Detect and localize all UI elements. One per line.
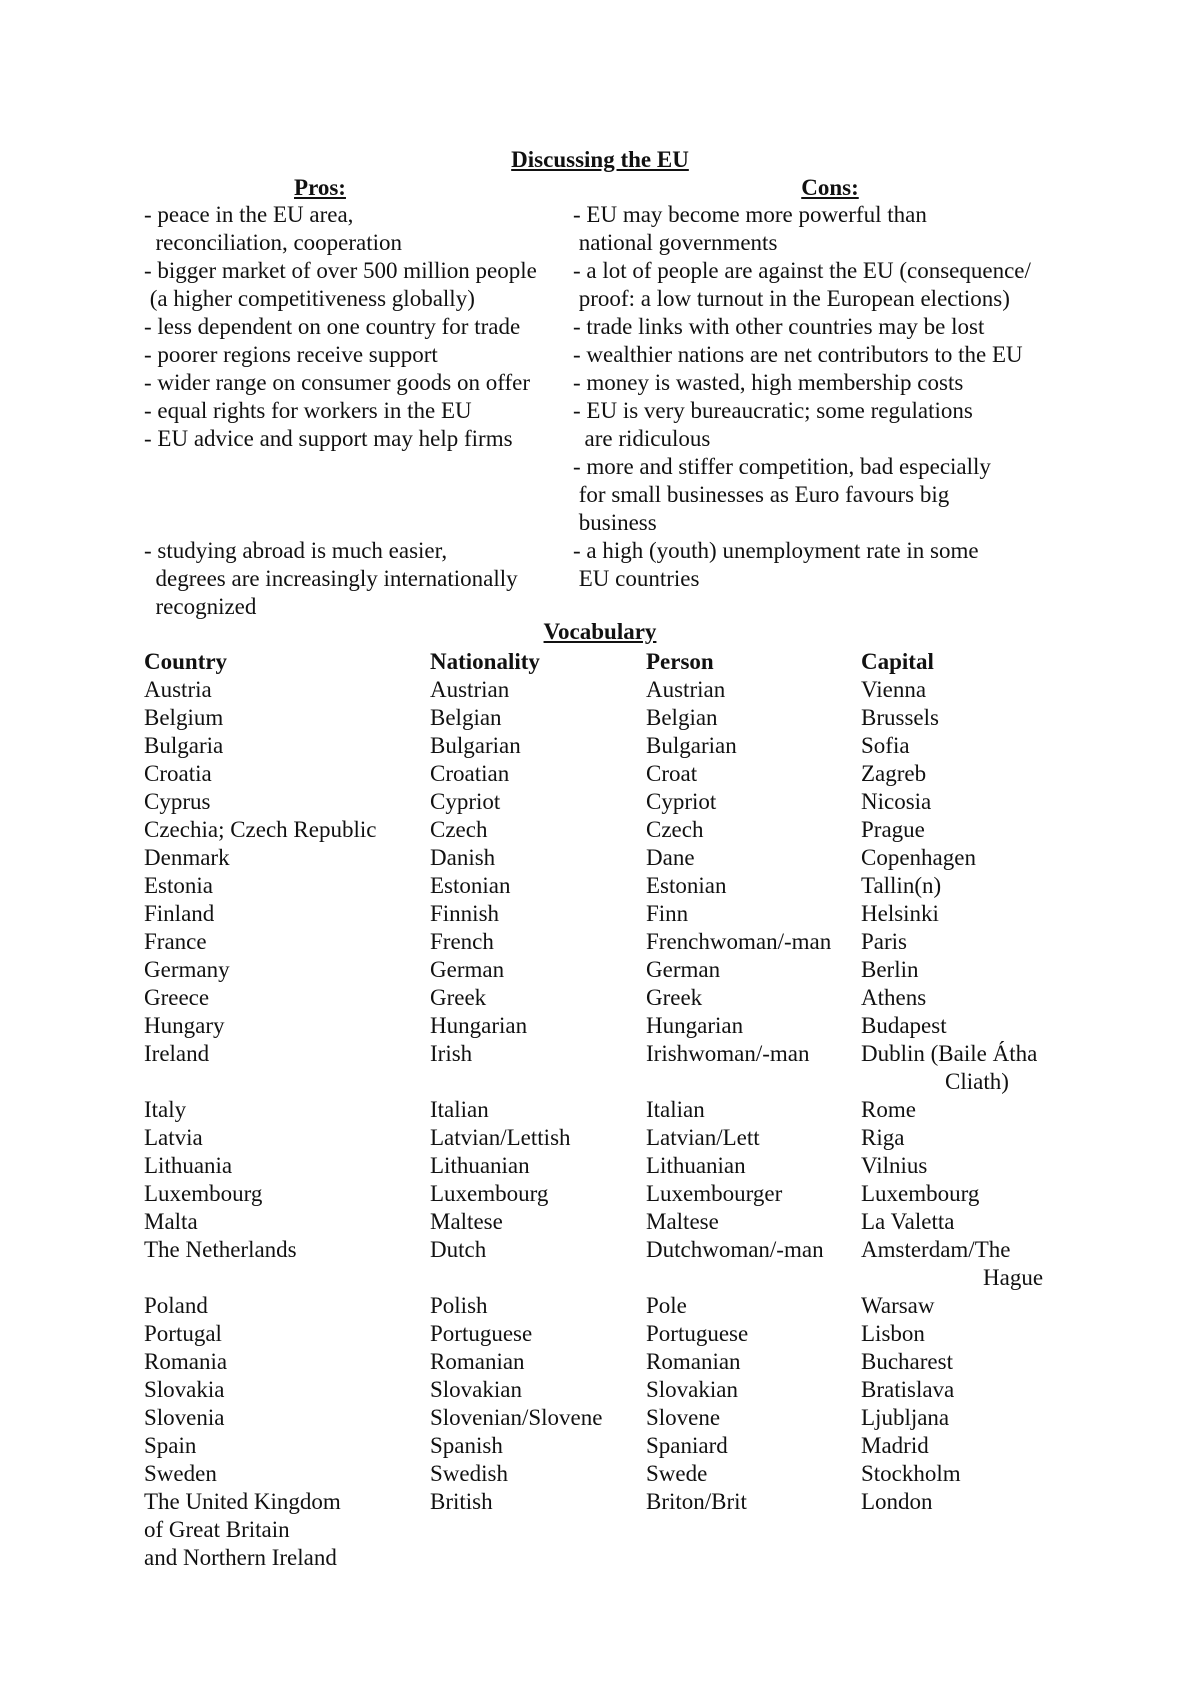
vocab-cell: Berlin [861,957,919,982]
vocab-cell: Brussels [861,705,939,730]
vocab-cell: Greek [430,985,487,1010]
pros-item-line: - wider range on consumer goods on offer [144,370,530,395]
cons-item-line: EU countries [573,566,700,591]
pros-heading: Pros: [294,175,346,200]
vocab-cell: Lithuanian [430,1153,530,1178]
cons-item-line: business [573,510,657,535]
vocab-cell: Copenhagen [861,845,976,870]
vocab-cell: Riga [861,1125,905,1150]
vocab-cell: Austrian [430,677,510,702]
vocab-cell: Greece [144,985,210,1010]
vocab-cell: Swede [646,1461,708,1486]
vocab-cell: German [646,957,721,982]
vocab-cell: Poland [144,1293,208,1318]
vocab-cell: British [430,1489,493,1514]
vocab-cell: Italian [646,1097,705,1122]
vocab-cell: Luxembourger [646,1181,783,1206]
cons-heading: Cons: [801,175,859,200]
vocab-cell: Belgian [430,705,502,730]
vocab-cell: Swedish [430,1461,508,1486]
cons-item-line: - more and stiffer competition, bad especially [573,454,991,479]
pros-item-line: recognized [144,594,257,619]
vocab-cell: France [144,929,207,954]
cons-item-line: - EU may become more powerful than [573,202,927,227]
vocab-cell: Spain [144,1433,197,1458]
vocab-cell: Latvia [144,1125,203,1150]
vocab-cell: Luxembourg [144,1181,263,1206]
vocab-cell: Ljubljana [861,1405,950,1430]
pros-item-line: - EU advice and support may help firms [144,426,513,451]
vocab-cell: Luxembourg [430,1181,549,1206]
vocab-column-header: Person [646,649,714,674]
vocab-cell: Romanian [430,1349,525,1374]
vocab-cell: Zagreb [861,761,927,786]
vocab-cell: Italian [430,1097,489,1122]
vocab-cell: Vienna [861,677,927,702]
vocab-cell: Paris [861,929,907,954]
vocab-cell: Cyprus [144,789,211,814]
vocab-cell: Vilnius [861,1153,928,1178]
vocab-cell: Prague [861,817,925,842]
vocab-cell: Sweden [144,1461,217,1486]
vocab-cell: Maltese [646,1209,719,1234]
pros-item-line: - peace in the EU area, [144,202,354,227]
pros-item-line: (a higher competitiveness globally) [144,286,475,311]
vocab-cell: Belgium [144,705,224,730]
vocab-cell: Czech [430,817,488,842]
vocab-cell: Germany [144,957,230,982]
vocab-cell: Bulgaria [144,733,224,758]
vocab-cell: Lithuanian [646,1153,746,1178]
vocab-cell: Lithuania [144,1153,233,1178]
vocab-column-header: Country [144,649,228,674]
pros-item-line: degrees are increasingly internationally [144,566,518,591]
cons-item-line: national governments [573,230,778,255]
vocab-cell: Athens [861,985,927,1010]
vocab-cell: Sofia [861,733,910,758]
vocab-cell: Estonia [144,873,213,898]
vocab-cell: Estonian [646,873,727,898]
vocab-cell: Bratislava [861,1377,955,1402]
vocab-cell: Ireland [144,1041,210,1066]
vocab-cell: Dutch [430,1237,487,1262]
cons-item-line: - wealthier nations are net contributors to the EU [573,342,1023,367]
vocab-cell: Estonian [430,873,511,898]
vocabulary-heading: Vocabulary [543,619,657,644]
vocab-cell: Danish [430,845,496,870]
vocab-cell: Slovenia [144,1405,225,1430]
vocab-cell: Pole [646,1293,687,1318]
vocab-cell: Croatia [144,761,212,786]
vocab-cell: Polish [430,1293,488,1318]
vocab-cell: Madrid [861,1433,929,1458]
pros-item-line: - less dependent on one country for trade [144,314,521,339]
vocab-cell: Croat [646,761,698,786]
vocab-cell: Hungary [144,1013,225,1038]
vocab-cell: Lisbon [861,1321,925,1346]
vocab-cell: Portuguese [430,1321,533,1346]
cons-item-line: for small businesses as Euro favours big [573,482,950,507]
vocab-cell: Maltese [430,1209,503,1234]
pros-item-line: - studying abroad is much easier, [144,538,448,563]
vocab-cell: Slovakian [430,1377,522,1402]
vocab-cell: Cliath) [945,1069,1009,1094]
vocab-cell: Finnish [430,901,500,926]
vocab-cell: Irish [430,1041,473,1066]
vocab-cell: Romania [144,1349,228,1374]
cons-item-line: - trade links with other countries may be lost [573,314,985,339]
cons-item-line: - EU is very bureaucratic; some regulations [573,398,973,423]
page-title: Discussing the EU [511,147,689,172]
cons-item-line: - a high (youth) unemployment rate in some [573,538,979,563]
cons-item-line: are ridiculous [573,426,711,451]
vocab-cell: Austria [144,677,212,702]
vocab-cell: Warsaw [861,1293,935,1318]
vocab-cell: Slovakia [144,1377,225,1402]
pros-item-line: - equal rights for workers in the EU [144,398,472,423]
vocab-cell: French [430,929,494,954]
cons-item-line: proof: a low turnout in the European elections) [573,286,1010,311]
vocab-cell: Dutchwoman/-man [646,1237,824,1262]
vocab-cell: Irishwoman/-man [646,1041,810,1066]
vocab-column-header: Nationality [430,649,540,674]
pros-item-line: reconciliation, cooperation [144,230,403,255]
vocab-cell: Austrian [646,677,726,702]
vocab-cell: Dublin (Baile Átha [861,1041,1038,1066]
vocab-cell: Bucharest [861,1349,953,1374]
vocab-cell: Slovenian/Slovene [430,1405,603,1430]
vocab-cell: Frenchwoman/-man [646,929,832,954]
vocab-cell: Hungarian [430,1013,528,1038]
vocab-cell: Latvian/Lettish [430,1125,571,1150]
vocab-cell: Italy [144,1097,187,1122]
vocab-cell: Finland [144,901,215,926]
cons-item-line: - money is wasted, high membership costs [573,370,964,395]
vocab-cell: La Valetta [861,1209,955,1234]
vocab-cell: Cypriot [646,789,717,814]
vocab-cell: Budapest [861,1013,947,1038]
vocab-cell: Cypriot [430,789,501,814]
vocab-cell: of Great Britain [144,1517,290,1542]
vocab-cell: Czech [646,817,704,842]
vocab-cell: Malta [144,1209,198,1234]
vocab-cell: Czechia; Czech Republic [144,817,377,842]
vocab-cell: Finn [646,901,689,926]
vocab-cell: Portugal [144,1321,222,1346]
vocab-cell: Greek [646,985,703,1010]
pros-item-line: - bigger market of over 500 million people [144,258,537,283]
pros-item-line: - poorer regions receive support [144,342,438,367]
vocab-cell: German [430,957,505,982]
vocab-cell: Tallin(n) [861,873,942,898]
vocab-cell: The Netherlands [144,1237,297,1262]
vocab-cell: Bulgarian [430,733,521,758]
vocab-cell: London [861,1489,933,1514]
vocab-cell: Helsinki [861,901,939,926]
vocab-cell: Bulgarian [646,733,737,758]
vocab-cell: Rome [861,1097,916,1122]
vocab-cell: Luxembourg [861,1181,980,1206]
cons-item-line: - a lot of people are against the EU (consequence/ [573,258,1031,283]
vocab-cell: Dane [646,845,695,870]
vocab-cell: Spanish [430,1433,503,1458]
vocab-cell: Amsterdam/The [861,1237,1011,1262]
vocab-cell: The United Kingdom [144,1489,341,1514]
vocab-cell: Spaniard [646,1433,728,1458]
vocab-cell: Latvian/Lett [646,1125,760,1150]
vocab-cell: Hague [983,1265,1044,1290]
vocab-cell: Romanian [646,1349,741,1374]
vocab-cell: Denmark [144,845,230,870]
vocab-cell: Slovakian [646,1377,738,1402]
vocab-cell: Slovene [646,1405,721,1430]
vocab-cell: and Northern Ireland [144,1545,337,1570]
vocab-cell: Hungarian [646,1013,744,1038]
vocab-cell: Croatian [430,761,510,786]
vocab-column-header: Capital [861,649,934,674]
vocab-cell: Stockholm [861,1461,961,1486]
vocab-cell: Nicosia [861,789,932,814]
vocab-cell: Belgian [646,705,718,730]
vocab-cell: Briton/Brit [646,1489,747,1514]
vocab-cell: Portuguese [646,1321,749,1346]
